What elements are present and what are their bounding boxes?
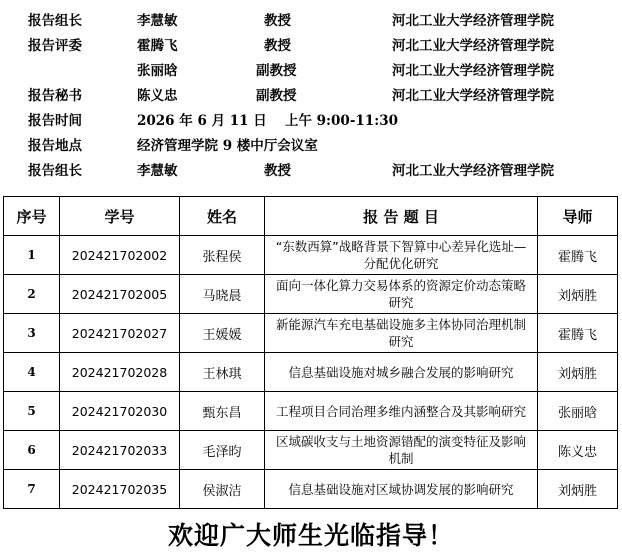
info-row-time (0, 106, 622, 128)
cell-name: 侯淑洁 (180, 470, 265, 509)
info-title: 教授 (264, 13, 291, 29)
cell-student-id: 202421702005 (60, 275, 180, 314)
info-name: 霍腾飞 (137, 38, 178, 54)
header-topic: 报 告 题 目 (265, 197, 538, 236)
cell-student-id: 202421702030 (60, 392, 180, 431)
info-row-judge (0, 31, 622, 53)
info-time-value: 2026 年 6 月 11 日 上午 9:00-11:30 (137, 113, 398, 129)
topic-text: “东数西算”战略背景下智算中心差异化选址—分配优化研究 (275, 239, 527, 271)
topic-text: 信息基础设施对城乡融合发展的影响研究 (288, 364, 514, 380)
info-label: 报告地点 (28, 138, 82, 154)
cell-name: 马晓晨 (180, 275, 265, 314)
cell-seq: 2 (4, 275, 60, 314)
table-row (4, 431, 618, 470)
cell-student-id: 202421702035 (60, 470, 180, 509)
cell-topic (265, 275, 538, 314)
info-org: 河北工业大学经济管理学院 (392, 38, 554, 54)
cell-topic (265, 392, 538, 431)
cell-name: 王媛媛 (180, 314, 265, 353)
info-location-value: 经济管理学院 9 楼中厅会议室 (137, 138, 318, 154)
cell-seq: 3 (4, 314, 60, 353)
cell-student-id: 202421702002 (60, 236, 180, 275)
table-row (4, 236, 618, 275)
cell-student-id: 202421702027 (60, 314, 180, 353)
table-row (4, 353, 618, 392)
cell-seq: 7 (4, 470, 60, 509)
info-row-judge-2 (0, 56, 622, 78)
info-label: 报告时间 (28, 113, 82, 129)
info-org: 河北工业大学经济管理学院 (392, 13, 554, 29)
header-advisor: 导师 (538, 197, 618, 236)
report-schedule-table (3, 196, 618, 509)
cell-name: 王林琪 (180, 353, 265, 392)
info-name: 李慧敏 (137, 163, 178, 179)
info-org: 河北工业大学经济管理学院 (392, 88, 554, 104)
info-label: 报告组长 (28, 13, 82, 29)
header-student-id: 学号 (60, 197, 180, 236)
table-header-row (4, 197, 618, 236)
cell-advisor: 刘炳胜 (538, 353, 618, 392)
cell-student-id: 202421702033 (60, 431, 180, 470)
cell-advisor: 刘炳胜 (538, 470, 618, 509)
info-org: 河北工业大学经济管理学院 (392, 63, 554, 79)
cell-name: 甄东昌 (180, 392, 265, 431)
cell-seq: 4 (4, 353, 60, 392)
cell-topic (265, 353, 538, 392)
table-row (4, 275, 618, 314)
topic-text: 信息基础设施对区域协调发展的影响研究 (288, 481, 514, 497)
info-title: 教授 (264, 163, 291, 179)
header-seq: 序号 (4, 197, 60, 236)
info-row-leader (0, 6, 622, 28)
info-row-location (0, 131, 622, 153)
cell-topic (265, 431, 538, 470)
info-label: 报告秘书 (28, 88, 82, 104)
info-name: 张丽晗 (137, 63, 178, 79)
topic-text: 工程项目合同治理多维内涵整合及其影响研究 (275, 403, 526, 419)
cell-advisor: 陈义忠 (538, 431, 618, 470)
info-row-secretary (0, 81, 622, 103)
topic-text: 新能源汽车充电基础设施多主体协同治理机制研究 (275, 317, 526, 349)
info-label: 报告组长 (28, 163, 82, 179)
cell-student-id: 202421702028 (60, 353, 180, 392)
cell-name: 张程侯 (180, 236, 265, 275)
info-title: 教授 (264, 38, 291, 54)
info-row-leader-repeat (0, 156, 622, 178)
info-org: 河北工业大学经济管理学院 (392, 163, 554, 179)
cell-advisor: 霍腾飞 (538, 236, 618, 275)
cell-advisor: 张丽晗 (538, 392, 618, 431)
table-row (4, 314, 618, 353)
info-title: 副教授 (256, 63, 297, 79)
cell-seq: 6 (4, 431, 60, 470)
cell-topic (265, 314, 538, 353)
cell-topic (265, 236, 538, 275)
table-row (4, 392, 618, 431)
info-label: 报告评委 (28, 38, 82, 54)
cell-advisor: 霍腾飞 (538, 314, 618, 353)
header-name: 姓名 (180, 197, 265, 236)
cell-name: 毛泽昀 (180, 431, 265, 470)
topic-text: 区域碳收支与土地资源错配的演变特征及影响机制 (275, 434, 526, 466)
info-title: 副教授 (256, 88, 297, 104)
cell-advisor: 刘炳胜 (538, 275, 618, 314)
welcome-footer: 欢迎广大师生光临指导！ (167, 521, 454, 550)
info-name: 陈义忠 (137, 88, 178, 104)
topic-text: 面向一体化算力交易体系的资源定价动态策略研究 (275, 278, 526, 310)
cell-seq: 1 (4, 236, 60, 275)
cell-seq: 5 (4, 392, 60, 431)
table-row (4, 470, 618, 509)
info-name: 李慧敏 (137, 13, 178, 29)
cell-topic (265, 470, 538, 509)
